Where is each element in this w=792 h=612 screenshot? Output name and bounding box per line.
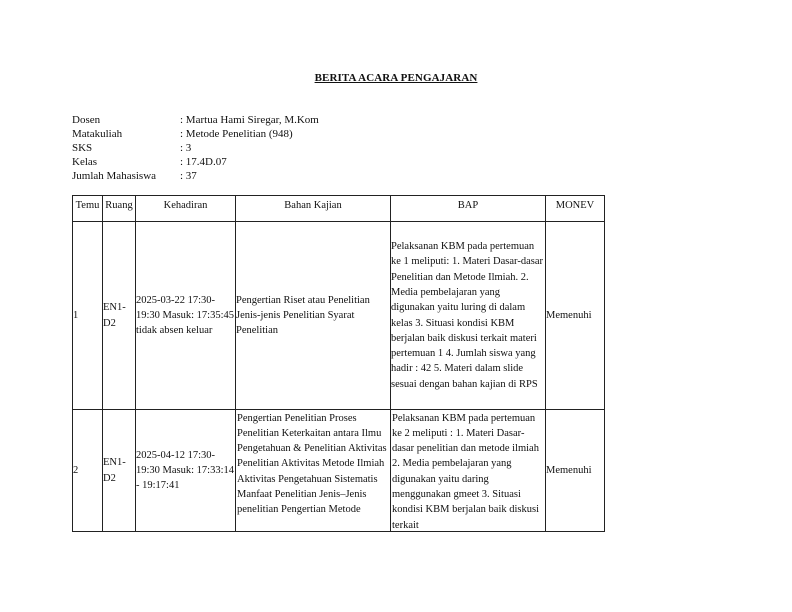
info-value: : Martua Hami Siregar, M.Kom <box>180 114 319 126</box>
cell-kehadiran: 2025-04-12 17:30-19:30 Masuk: 17:33:14 - 19:17:41 <box>136 410 236 532</box>
info-label: Dosen <box>72 114 101 126</box>
course-info <box>72 113 319 183</box>
header-monev: MONEV <box>546 196 605 222</box>
cell-bahan-kajian: Pengertian Penelitian Proses Penelitian Keterkaitan antara Ilmu Pengetahuan & Penelitian Aktivitas Penelitian Aktivitas Metode Ilmiah Aktivitas Pengetahuan Sistematis Manfaat Penelitian Jenis–Jenis penelitian Pengertian Metode <box>236 410 391 532</box>
info-value: : 17.4D.07 <box>180 156 227 168</box>
info-row-jumlah-mahasiswa <box>72 169 319 183</box>
cell-ruang: EN1-D2 <box>103 222 136 410</box>
info-value: : 37 <box>180 170 197 182</box>
info-label: Matakuliah <box>72 128 123 140</box>
info-row-sks <box>72 141 319 155</box>
cell-temu: 1 <box>73 222 103 410</box>
header-bahan-kajian: Bahan Kajian <box>236 196 391 222</box>
info-label: SKS <box>72 142 93 154</box>
cell-monev: Memenuhi <box>546 410 605 532</box>
cell-bahan-kajian: Pengertian Riset atau Penelitian Jenis-jenis Penelitian Syarat Penelitian <box>236 222 391 410</box>
header-bap: BAP <box>391 196 546 222</box>
teaching-record-table <box>72 195 605 532</box>
cell-temu: 2 <box>73 410 103 532</box>
page-title: BERITA ACARA PENGAJARAN <box>314 72 478 84</box>
table-header-row <box>73 196 605 222</box>
table-row <box>73 222 605 410</box>
cell-kehadiran: 2025-03-22 17:30-19:30 Masuk: 17:35:45 tidak absen keluar <box>136 222 236 410</box>
table-row <box>73 410 605 532</box>
cell-monev: Memenuhi <box>546 222 605 410</box>
header-ruang: Ruang <box>103 196 136 222</box>
cell-ruang: EN1-D2 <box>103 410 136 532</box>
info-row-dosen <box>72 113 319 127</box>
info-row-kelas <box>72 155 319 169</box>
info-value: : 3 <box>180 142 192 154</box>
cell-bap: Pelaksanan KBM pada pertemuan ke 2 meliputi : 1. Materi Dasar-dasar penelitian dan metode ilmiah 2. Media pembelajaran yang digunakan yaitu daring menggunakan gmeet 3. Situasi kondisi KBM berjalan baik diskusi terkait <box>391 410 546 532</box>
info-value: : Metode Penelitian (948) <box>180 128 293 140</box>
info-label: Jumlah Mahasiswa <box>72 170 157 182</box>
info-row-matakuliah <box>72 127 319 141</box>
header-kehadiran: Kehadiran <box>136 196 236 222</box>
info-label: Kelas <box>72 156 98 168</box>
cell-bap: Pelaksanan KBM pada pertemuan ke 1 meliputi: 1. Materi Dasar-dasar Penelitian dan Metode Ilmiah. 2. Media pembelajaran yang digunakan yaitu luring di dalam kelas 3. Situasi kondisi KBM berjalan baik diskusi terkait materi pertemuan 1 4. Jumlah siswa yang hadir : 42 5. Materi dalam slide sesuai dengan bahan kajian di RPS <box>391 222 546 410</box>
header-temu: Temu <box>73 196 103 222</box>
